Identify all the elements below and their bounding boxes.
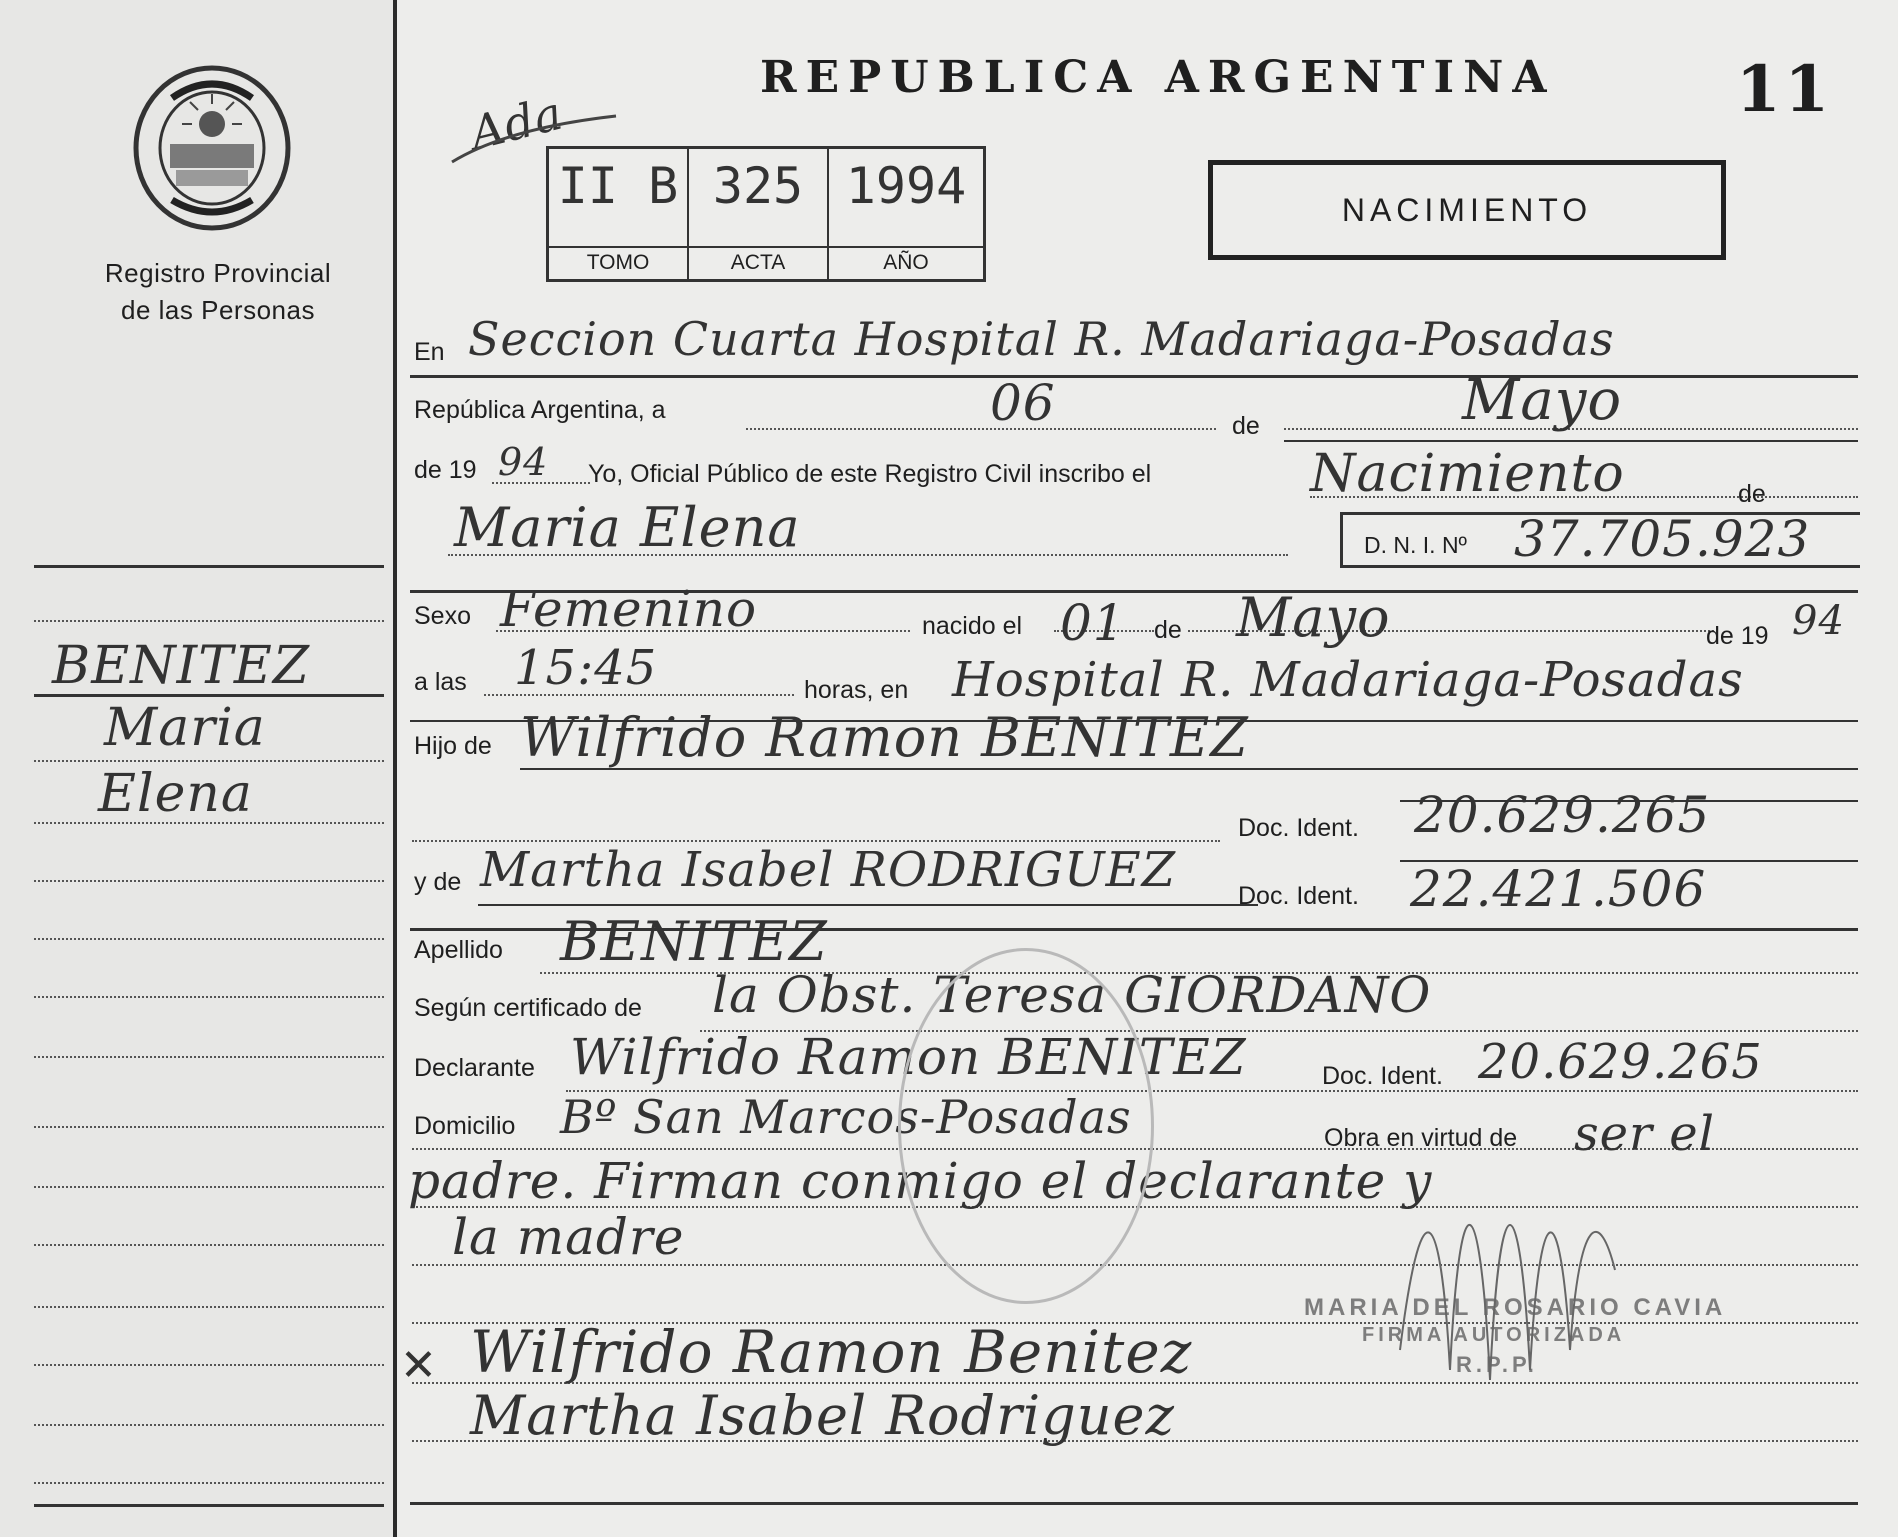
declarante-name-value: Wilfrido Ramon BENITEZ [570, 1028, 1247, 1086]
registry-box [546, 146, 986, 282]
father-signature: Wilfrido Ramon Benitez [470, 1318, 1193, 1386]
year-prefix-label: de 19 [414, 456, 477, 484]
domicilio-label: Domicilio [414, 1112, 516, 1140]
page-number: 11 [1736, 52, 1834, 127]
en-label: En [414, 338, 445, 366]
stamp-line3: R.P.P. [1456, 1352, 1538, 1377]
father-doc-value: 20.629.265 [1414, 786, 1711, 844]
father-name-value: Wilfrido Ramon BENITEZ [520, 706, 1249, 769]
de-label: de [1232, 412, 1260, 440]
sexo-label: Sexo [414, 602, 471, 630]
declarante-label: Declarante [414, 1054, 535, 1082]
sidebar-rule [34, 620, 384, 622]
sex-value: Femenino [500, 580, 758, 638]
domicilio-value: Bº San Marcos-Posadas [560, 1090, 1132, 1144]
de19-label: de 19 [1706, 622, 1769, 650]
anio-cell [827, 149, 983, 279]
sidebar-rule [34, 1244, 384, 1246]
yde-label: y de [414, 868, 462, 896]
birth-year-suffix-value: 94 [1792, 598, 1845, 644]
sidebar-rule [34, 1186, 384, 1188]
sidebar-rule [34, 565, 384, 568]
form-rule [410, 1502, 1858, 1505]
sidebar-rule [34, 1424, 384, 1426]
certificate-value: la Obst. Teresa GIORDANO [712, 966, 1432, 1024]
stamp-line2: FIRMA AUTORIZADA [1362, 1324, 1626, 1346]
birth-month-value: Mayo [1236, 586, 1391, 649]
tomo-value: II B [557, 157, 679, 215]
official-signature-icon [1380, 1150, 1630, 1410]
cross-mark-icon: ✕ [400, 1341, 437, 1390]
sidebar-rule [34, 938, 384, 940]
birth-day-value: 01 [1060, 594, 1126, 652]
org-name-line1: Registro Provincial [104, 258, 332, 288]
oficial-text: Yo, Oficial Público de este Registro Civil inscribo el [588, 460, 1152, 488]
day-value: 06 [990, 374, 1056, 432]
person-name-value: Maria Elena [454, 496, 801, 559]
father-doc-label: Doc. Ident. [1238, 814, 1359, 842]
birth-time-value: 15:45 [514, 640, 658, 696]
year-suffix-value: 94 [498, 440, 549, 484]
republica-label: República Argentina, a [414, 396, 666, 424]
alas-label: a las [414, 668, 467, 696]
misiones-seal-icon [128, 64, 296, 232]
declarante-doc-label: Doc. Ident. [1322, 1062, 1443, 1090]
mother-doc-value: 22.421.506 [1410, 860, 1707, 918]
declarante-doc-value: 20.629.265 [1478, 1034, 1763, 1090]
dni-value: 37.705.923 [1514, 510, 1811, 568]
obra-reason-1: ser el [1574, 1106, 1715, 1162]
de-label-3: de [1154, 616, 1182, 644]
sidebar-given-name-1: Maria [104, 698, 266, 758]
sidebar-divider [393, 0, 397, 1537]
handwritten-annotation: Ada [464, 85, 569, 161]
sidebar-rule [34, 760, 384, 762]
obra-reason-2: padre. Firman conmigo el declarante y [408, 1152, 1433, 1210]
page-title: REPUBLICA ARGENTINA [760, 52, 1556, 103]
apellido-label: Apellido [414, 936, 503, 964]
sidebar-rule [34, 1056, 384, 1058]
official-seal-stamp [898, 948, 1154, 1304]
mother-name-value: Martha Isabel RODRIGUEZ [480, 842, 1177, 898]
acta-value: 325 [712, 157, 804, 215]
tomo-cell [549, 149, 687, 279]
sidebar-rule [34, 1306, 384, 1308]
dni-label: D. N. I. Nº [1364, 532, 1467, 558]
mother-signature: Martha Isabel Rodriguez [470, 1384, 1175, 1447]
sidebar-rule [34, 1482, 384, 1484]
sidebar-rule [34, 1364, 384, 1366]
acta-cell [687, 149, 827, 279]
form-rule [410, 375, 1858, 378]
sidebar-given-name-2: Elena [98, 764, 253, 824]
sidebar-surname: BENITEZ [52, 636, 310, 696]
form-rule [478, 904, 1258, 906]
sidebar-rule [34, 880, 384, 882]
stamp-line1: MARIA DEL ROSARIO CAVIA [1304, 1294, 1727, 1321]
obra-reason-3: la madre [452, 1208, 685, 1266]
act-type-value: Nacimiento [1310, 444, 1625, 504]
de-label-2: de [1738, 480, 1766, 508]
hijo-label: Hijo de [414, 732, 492, 760]
field-dots [746, 428, 1216, 430]
document-type-box: NACIMIENTO [1208, 160, 1726, 260]
obra-label: Obra en virtud de [1324, 1124, 1518, 1152]
form-rule [1284, 440, 1858, 442]
acta-label: ACTA [689, 246, 827, 275]
tomo-label: TOMO [549, 246, 687, 275]
org-name-line2: de las Personas [121, 295, 315, 325]
anio-label: AÑO [829, 246, 983, 275]
office-value: Seccion Cuarta Hospital R. Madariaga-Posadas [468, 312, 1615, 366]
mother-doc-label: Doc. Ident. [1238, 882, 1359, 910]
sidebar-rule [34, 996, 384, 998]
month-value: Mayo [1462, 368, 1623, 433]
sidebar-rule [34, 1504, 384, 1507]
registry-org-name [60, 255, 376, 329]
birth-place-value: Hospital R. Madariaga-Posadas [952, 652, 1744, 708]
horas-label: horas, en [804, 676, 909, 704]
anio-value: 1994 [845, 157, 967, 215]
apellido-value: BENITEZ [560, 910, 828, 973]
segun-label: Según certificado de [414, 994, 642, 1022]
nacido-label: nacido el [922, 612, 1023, 640]
sidebar-rule [34, 1126, 384, 1128]
